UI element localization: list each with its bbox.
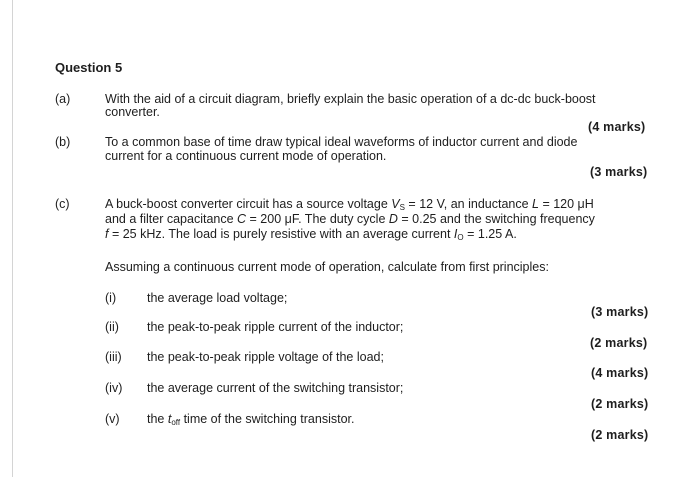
part-a-marks: (4 marks): [588, 120, 646, 134]
part-c-text-line3: [105, 227, 517, 242]
subpart-iii-label: (iii): [105, 350, 122, 364]
symbol-t: t: [167, 412, 172, 426]
symbol-l: L: [532, 197, 539, 211]
subpart-iv-marks: (2 marks): [591, 397, 649, 411]
part-c-line2-text3: = 0.25 and the switching frequency: [397, 212, 595, 226]
symbol-vs: V: [391, 197, 400, 211]
subpart-iv-label: (iv): [105, 381, 123, 395]
part-b-text-line1: To a common base of time draw typical ideal waveforms of inductor current and diode: [105, 135, 578, 149]
subpart-iii-text: the peak-to-peak ripple voltage of the load;: [147, 350, 384, 364]
subpart-v-marks: (2 marks): [591, 428, 649, 442]
part-c-line1-text2: = 12 V, an inductance: [404, 197, 533, 211]
part-c-line1-text3: = 120 μH: [538, 197, 594, 211]
part-a-label: (a): [55, 92, 71, 106]
part-c-line2-text2: = 200 μF. The duty cycle: [246, 212, 389, 226]
symbol-d: D: [388, 212, 398, 226]
symbol-vs-subscript: S: [399, 203, 405, 212]
symbol-c: C: [237, 212, 247, 226]
subpart-ii-label: (ii): [105, 320, 119, 334]
subpart-ii-marks: (2 marks): [590, 336, 648, 350]
subpart-iii-marks: (4 marks): [591, 366, 649, 380]
part-c-text-line2: [105, 212, 595, 227]
question-title: Question 5: [55, 60, 123, 75]
symbol-f: f: [105, 227, 109, 241]
subpart-ii-text: the peak-to-peak ripple current of the inductor;: [147, 320, 404, 334]
subpart-v-text-pre: the: [147, 412, 168, 426]
part-c-assuming: Assuming a continuous current mode of operation, calculate from first principles:: [105, 260, 549, 274]
part-c-label: (c): [55, 197, 70, 211]
part-c-text-line1: [105, 197, 594, 212]
part-c-line3-text2: = 1.25 A.: [463, 227, 517, 241]
subpart-v-label: (v): [105, 412, 120, 426]
subpart-v-text: [147, 412, 354, 427]
part-c-line2-text1: and a filter capacitance: [105, 212, 238, 226]
subpart-i-label: (i): [105, 291, 117, 305]
subpart-v-text-post: time of the switching transistor.: [180, 412, 355, 426]
part-c-line1-text1: A buck-boost converter circuit has a source voltage: [105, 197, 392, 211]
subpart-iv-text: the average current of the switching transistor;: [147, 381, 404, 395]
part-b-marks: (3 marks): [590, 165, 648, 179]
part-b-text-line2: current for a continuous current mode of operation.: [105, 149, 387, 163]
part-a-text-line1: With the aid of a circuit diagram, briefly explain the basic operation of a dc-dc buck-boost: [105, 92, 596, 106]
subpart-i-marks: (3 marks): [591, 305, 649, 319]
part-a-text-line2: converter.: [105, 105, 160, 119]
subpart-i-text: the average load voltage;: [147, 291, 288, 305]
part-b-label: (b): [55, 135, 71, 149]
part-c-line3-text1: = 25 kHz. The load is purely resistive with an average current: [108, 227, 454, 241]
symbol-t-subscript: off: [171, 418, 181, 427]
symbol-io-subscript: O: [457, 233, 464, 242]
symbol-io: I: [453, 227, 458, 241]
page-left-border: [12, 0, 13, 477]
